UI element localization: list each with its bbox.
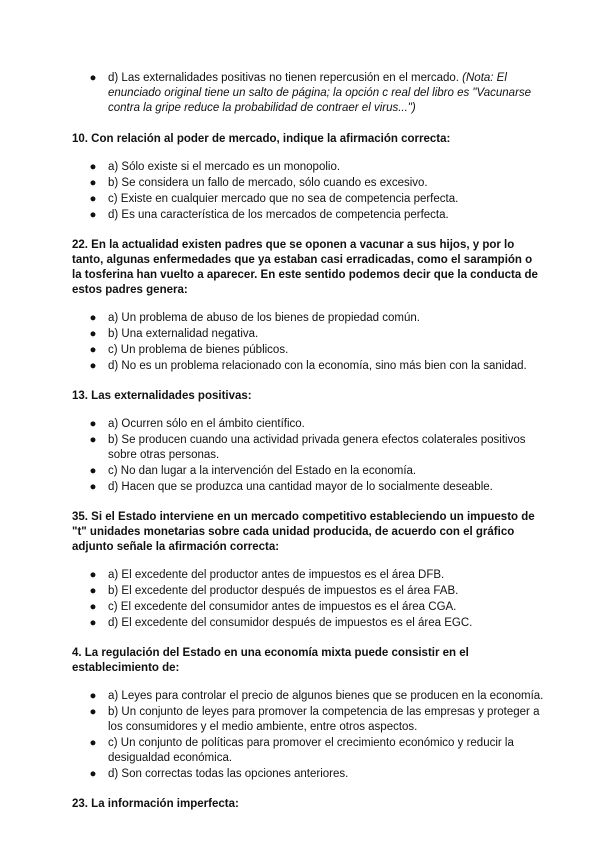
option-item bbox=[72, 568, 544, 583]
question-title: 13. Las externalidades positivas: bbox=[72, 390, 252, 402]
option-text: a) Leyes para controlar el precio de algunos bienes que se producen en la economía. bbox=[108, 690, 544, 702]
option-list bbox=[72, 160, 544, 223]
option-text: a) Un problema de abuso de los bienes de propiedad común. bbox=[108, 312, 420, 324]
option-text: d) No es un problema relacionado con la economía, sino más bien con la sanidad. bbox=[108, 360, 527, 372]
option-item bbox=[72, 208, 544, 223]
question-title: 22. En la actualidad existen padres que se oponen a vacunar a sus hijos, y por lo tanto, algunas enfermedades que ya estaban casi erradicadas, como el sarampión o la tosferina han vuelto a aparecer. En este sentido podemos decir que la conducta de estos padres genera: bbox=[72, 239, 538, 296]
option-item bbox=[72, 176, 544, 191]
option-text: b) El excedente del productor después de impuestos es el área FAB. bbox=[108, 585, 459, 597]
option-text: d) Es una característica de los mercados de competencia perfecta. bbox=[108, 209, 449, 221]
bullet-icon: ● bbox=[89, 706, 97, 718]
option-item bbox=[72, 343, 544, 358]
option-item bbox=[72, 584, 544, 599]
bullet-icon: ● bbox=[89, 418, 97, 430]
bullet-icon: ● bbox=[89, 209, 97, 221]
option-text: d) Hacen que se produzca una cantidad mayor de lo socialmente deseable. bbox=[108, 481, 493, 493]
option-text: c) Un conjunto de políticas para promover el crecimiento económico y reducir la desigualdad económica. bbox=[108, 737, 514, 764]
option-item bbox=[72, 433, 544, 463]
bullet-icon: ● bbox=[89, 344, 97, 356]
question-title: 35. Si el Estado interviene en un mercado competitivo estableciendo un impuesto de "t" unidades monetarias sobre cada unidad producida, de acuerdo con el gráfico adjunto señale la afirmación correcta: bbox=[72, 511, 535, 553]
bullet-icon: ● bbox=[89, 193, 97, 205]
option-list bbox=[72, 311, 544, 374]
option-text: c) No dan lugar a la intervención del Estado en la economía. bbox=[108, 465, 417, 477]
option-item bbox=[72, 359, 544, 374]
question-list bbox=[72, 132, 544, 812]
bullet-icon: ● bbox=[89, 312, 97, 324]
option-text: c) Un problema de bienes públicos. bbox=[108, 344, 289, 356]
option-item bbox=[72, 327, 544, 342]
option-list bbox=[72, 417, 544, 495]
bullet-icon: ● bbox=[89, 768, 97, 780]
option-text: b) Un conjunto de leyes para promover la competencia de las empresas y proteger a los consumidores y el medio ambiente, entre otros aspectos. bbox=[108, 706, 540, 733]
bullet-icon: ● bbox=[89, 569, 97, 581]
option-item bbox=[72, 192, 544, 207]
question-title: 10. Con relación al poder de mercado, indique la afirmación correcta: bbox=[72, 133, 451, 145]
option-text: b) Se producen cuando una actividad privada genera efectos colaterales positivos sobre otras personas. bbox=[108, 434, 526, 461]
option-note: (Nota: El enunciado original tiene un salto de página; la opción c real del libro es "Vacunarse contra la gripe reduce la probabilidad de contraer el virus...") bbox=[108, 72, 532, 114]
question-block bbox=[72, 646, 544, 782]
question-title: 23. La información imperfecta: bbox=[72, 798, 239, 810]
option-text: b) Se considera un fallo de mercado, sólo cuando es excesivo. bbox=[108, 177, 428, 189]
option-text: a) Ocurren sólo en el ámbito científico. bbox=[108, 418, 305, 430]
bullet-icon: ● bbox=[89, 585, 97, 597]
question-block bbox=[72, 797, 544, 812]
option-text: d) Las externalidades positivas no tienen repercusión en el mercado. bbox=[108, 72, 459, 84]
bullet-icon: ● bbox=[89, 465, 97, 477]
option-item bbox=[72, 311, 544, 326]
bullet-icon: ● bbox=[89, 161, 97, 173]
option-item bbox=[72, 464, 544, 479]
option-text: a) El excedente del productor antes de impuestos es el área DFB. bbox=[108, 569, 445, 581]
question-block bbox=[72, 238, 544, 374]
option-item bbox=[72, 689, 544, 704]
question-block bbox=[72, 132, 544, 223]
option-item bbox=[72, 736, 544, 766]
option-item bbox=[72, 705, 544, 735]
bullet-icon: ● bbox=[89, 690, 97, 702]
bullet-icon: ● bbox=[89, 360, 97, 372]
option-item bbox=[72, 417, 544, 432]
option-text: d) Son correctas todas las opciones anteriores. bbox=[108, 768, 349, 780]
question-title: 4. La regulación del Estado en una economía mixta puede consistir en el establecimiento de: bbox=[72, 647, 469, 674]
option-item bbox=[72, 616, 544, 631]
bullet-icon: ● bbox=[89, 177, 97, 189]
option-item bbox=[72, 71, 544, 116]
option-text: d) El excedente del consumidor después de impuestos es el área EGC. bbox=[108, 617, 473, 629]
option-item bbox=[72, 600, 544, 615]
option-list bbox=[72, 689, 544, 782]
bullet-icon: ● bbox=[89, 72, 97, 84]
option-item bbox=[72, 480, 544, 495]
bullet-icon: ● bbox=[89, 601, 97, 613]
option-text: c) Existe en cualquier mercado que no sea de competencia perfecta. bbox=[108, 193, 459, 205]
bullet-icon: ● bbox=[89, 737, 97, 749]
option-list bbox=[72, 568, 544, 631]
option-item bbox=[72, 767, 544, 782]
bullet-icon: ● bbox=[89, 434, 97, 446]
bullet-icon: ● bbox=[89, 328, 97, 340]
option-list bbox=[72, 71, 544, 116]
question-block bbox=[72, 510, 544, 631]
option-text: c) El excedente del consumidor antes de impuestos es el área CGA. bbox=[108, 601, 457, 613]
option-item bbox=[72, 160, 544, 175]
question-block bbox=[72, 389, 544, 495]
option-text: a) Sólo existe si el mercado es un monopolio. bbox=[108, 161, 341, 173]
bullet-icon: ● bbox=[89, 481, 97, 493]
bullet-icon: ● bbox=[89, 617, 97, 629]
option-text: b) Una externalidad negativa. bbox=[108, 328, 259, 340]
